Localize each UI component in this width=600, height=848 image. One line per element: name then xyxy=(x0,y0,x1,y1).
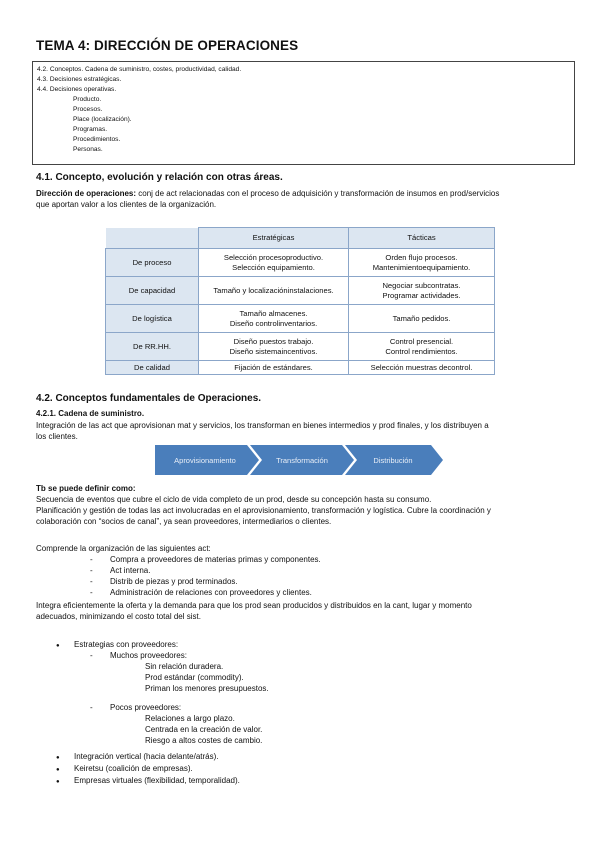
table-cell: Selección procesoproductivo. Selección equipamiento. xyxy=(199,249,349,277)
chevron-label: Distribución xyxy=(373,456,413,465)
index-subitem: Personas. xyxy=(73,146,103,153)
row-label: De calidad xyxy=(106,361,199,375)
index-line: 4.3. Decisiones estratégicas. xyxy=(37,76,122,83)
row-label: De proceso xyxy=(106,249,199,277)
table-cell: Control presencial. Control rendimientos. xyxy=(349,333,495,361)
list-item: - Administración de relaciones con proveedores y clientes. xyxy=(90,588,321,599)
list-item: - Act interna. xyxy=(90,566,321,577)
pocos-list xyxy=(90,703,181,714)
list-item: ● Integración vertical (hacia delante/atrás). xyxy=(56,752,240,764)
table-row xyxy=(106,277,495,305)
index-subitem: Procesos. xyxy=(73,106,103,113)
list-item: ● Keiretsu (coalición de empresas). xyxy=(56,764,240,776)
table-row xyxy=(106,333,495,361)
list-item: - Distrib de piezas y prod terminados. xyxy=(90,577,321,588)
list-item: Relaciones a largo plazo. xyxy=(145,714,235,723)
table-cell: Fijación de estándares. xyxy=(199,361,349,375)
table-cell: Tamaño pedidos. xyxy=(349,305,495,333)
list-item: ● Estrategias con proveedores: xyxy=(56,640,178,652)
index-line: 4.4. Decisiones operativas. xyxy=(37,86,117,93)
decisions-table xyxy=(105,227,495,375)
table-cell: Tamaño y localizacióninstalaciones. xyxy=(199,277,349,305)
chevron-label: Transformación xyxy=(276,456,328,465)
table-row xyxy=(106,249,495,277)
index-subitem: Producto. xyxy=(73,96,102,103)
definition-paragraph xyxy=(36,188,576,210)
table-corner-cell xyxy=(106,228,199,249)
list-item: - Compra a proveedores de materias primas y componentes. xyxy=(90,555,321,566)
index-box xyxy=(32,61,575,165)
table-cell: Diseño puestos trabajo. Diseño sistemaincentivos. xyxy=(199,333,349,361)
index-subitem: Procedimientos. xyxy=(73,136,121,143)
index-subitem: Programas. xyxy=(73,126,108,133)
integra-paragraph: Integra eficientemente la oferta y la demanda para que los prod sean producidos y distribuidos en la cant, lugar y momento adecuados, minimizando el costo total del sist. xyxy=(36,601,472,621)
definition-text: conj de act relacionadas con el proceso de adquisición y transformación de insumos en prod/servicios xyxy=(136,189,500,198)
supply-chain-paragraph: Integración de las act que aprovisionan mat y servicios, los transforman en bienes intermedios y prod finales, y los distribuyen a los clientes. xyxy=(36,421,489,441)
table-header-cell: Estratégicas xyxy=(199,228,349,249)
list-item: Priman los menores presupuestos. xyxy=(145,683,269,693)
table-cell: Orden flujo procesos. Mantenimientoequipamiento. xyxy=(349,249,495,277)
table-cell: Negociar subcontratas. Programar actividades. xyxy=(349,277,495,305)
table-row xyxy=(106,361,495,375)
index-line: 4.2. Conceptos. Cadena de suministro, costes, productividad, calidad. xyxy=(37,66,242,73)
definition-text-cont: que aportan valor a los clientes de la organización. xyxy=(36,200,217,209)
activities-list xyxy=(90,555,321,599)
define-paragraph: Secuencia de eventos que cubre el ciclo de vida completo de un prod, desde su concepción hasta su consumo. Planificación y gestión de todas las act involucradas en el aprovisionamiento, transformación y logística. Cubre la coordinación y colaboración con “socios de canal”, ya sean proveedores, intermediarios o clientes. xyxy=(36,495,491,526)
list-item: Centrada en la creación de valor. xyxy=(145,724,263,734)
list-item: - Muchos proveedores: xyxy=(90,651,187,662)
supply-chain-diagram xyxy=(155,442,445,478)
bullets-list xyxy=(56,752,240,788)
subsection-heading-4-2-1: 4.2.1. Cadena de suministro. xyxy=(36,409,145,418)
row-label: De logística xyxy=(106,305,199,333)
table-header-row xyxy=(106,228,495,249)
list-item: Sin relación duradera. xyxy=(145,662,224,671)
table-cell: Selección muestras decontrol. xyxy=(349,361,495,375)
list-item: Riesgo a altos costes de cambio. xyxy=(145,735,263,745)
row-label: De capacidad xyxy=(106,277,199,305)
list-item: ● Empresas virtuales (flexibilidad, temporalidad). xyxy=(56,776,240,788)
page-title: TEMA 4: DIRECCIÓN DE OPERACIONES xyxy=(36,38,299,53)
comprende-line: Comprende la organización de las siguientes act: xyxy=(36,544,211,553)
section-heading-4-2: 4.2. Conceptos fundamentales de Operaciones. xyxy=(36,393,262,404)
muchos-sublist xyxy=(145,662,269,695)
table-header-cell: Tácticas xyxy=(349,228,495,249)
define-label: Tb se puede definir como: xyxy=(36,484,136,493)
definition-term: Dirección de operaciones: xyxy=(36,189,137,198)
pocos-sublist xyxy=(145,714,262,747)
list-item: Prod estándar (commodity). xyxy=(145,672,244,682)
table-cell: Tamaño almacenes. Diseño controlinventarios. xyxy=(199,305,349,333)
row-label: De RR.HH. xyxy=(106,333,199,361)
index-subitem: Place (localización). xyxy=(73,116,132,123)
chevron-label: Aprovisionamiento xyxy=(174,456,236,465)
muchos-list xyxy=(90,651,187,662)
list-item: - Pocos proveedores: xyxy=(90,703,181,714)
section-heading-4-1: 4.1. Concepto, evolución y relación con otras áreas. xyxy=(36,172,283,183)
table-row xyxy=(106,305,495,333)
